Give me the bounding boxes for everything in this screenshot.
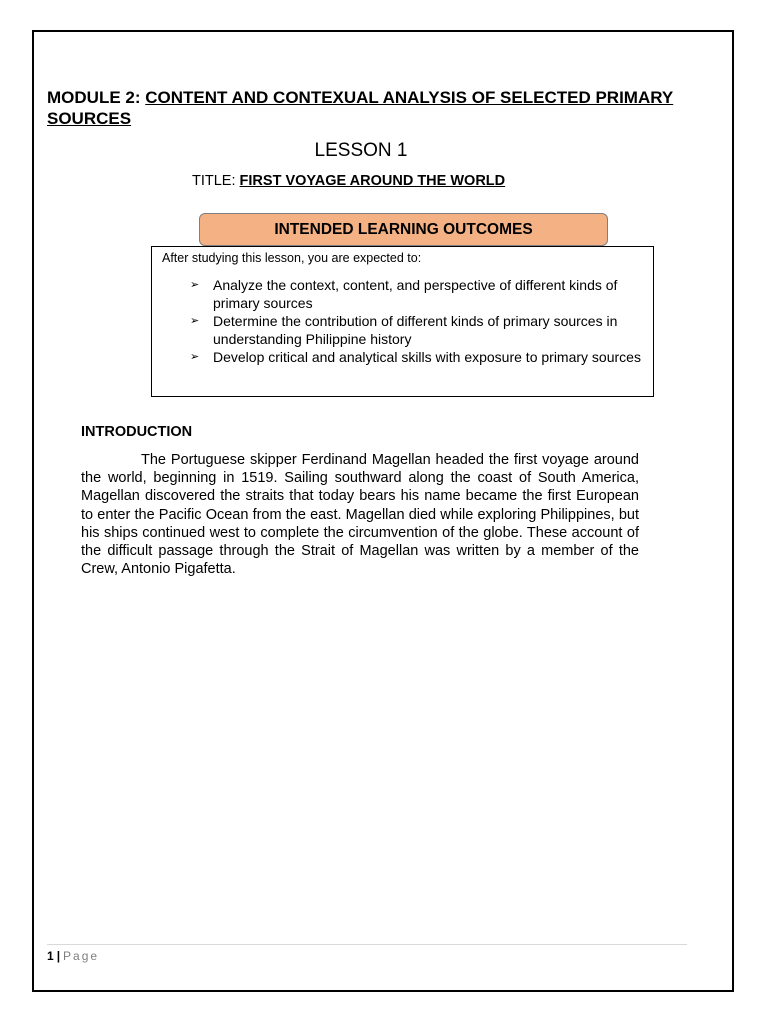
module-title: CONTENT AND CONTEXUAL ANALYSIS OF SELECTED PRIMARY SOURCES <box>47 88 674 128</box>
ilo-item-text: Analyze the context, content, and perspective of different kinds of primary sources <box>213 277 618 311</box>
page-label: Page <box>63 949 100 963</box>
arrow-bullet-icon: ➢ <box>190 315 200 327</box>
footer-separator: | <box>56 949 61 963</box>
ilo-intro: After studying this lesson, you are expected to: <box>162 251 422 265</box>
ilo-item-text: Determine the contribution of different kinds of primary sources in understanding Philippine history <box>213 313 618 347</box>
ilo-item-text: Develop critical and analytical skills with exposure to primary sources <box>213 349 641 365</box>
lesson-title-prefix: TITLE: <box>192 173 240 189</box>
lesson-title-line <box>192 172 505 190</box>
ilo-heading: INTENDED LEARNING OUTCOMES <box>199 213 608 246</box>
introduction-paragraph: The Portuguese skipper Ferdinand Magellan headed the first voyage around the world, beginning in 1519. Sailing southward along the coast of South America, Magellan discovered the straits that today bears his name became the first European to enter the Pacific Ocean from the east. Magellan died while exploring Philippines, but his ships continued west to complete the circumvention of the globe. These account of the difficult passage through the Strait of Magellan was written by a member of the Crew, Antonio Pigafetta. <box>81 452 639 578</box>
ilo-item <box>188 348 648 366</box>
ilo-item <box>188 276 648 312</box>
arrow-bullet-icon: ➢ <box>190 351 200 363</box>
footer-divider <box>47 944 687 945</box>
module-prefix: MODULE 2: <box>47 88 146 107</box>
lesson-number: LESSON 1 <box>314 140 408 161</box>
ilo-box <box>151 246 654 397</box>
ilo-item <box>188 312 648 348</box>
introduction-heading: INTRODUCTION <box>81 424 193 440</box>
lesson-title: FIRST VOYAGE AROUND THE WORLD <box>239 173 506 189</box>
page-number: 1 <box>47 949 54 963</box>
arrow-bullet-icon: ➢ <box>190 279 200 291</box>
module-heading <box>47 87 687 129</box>
page-footer <box>47 948 99 964</box>
ilo-list <box>188 276 648 366</box>
